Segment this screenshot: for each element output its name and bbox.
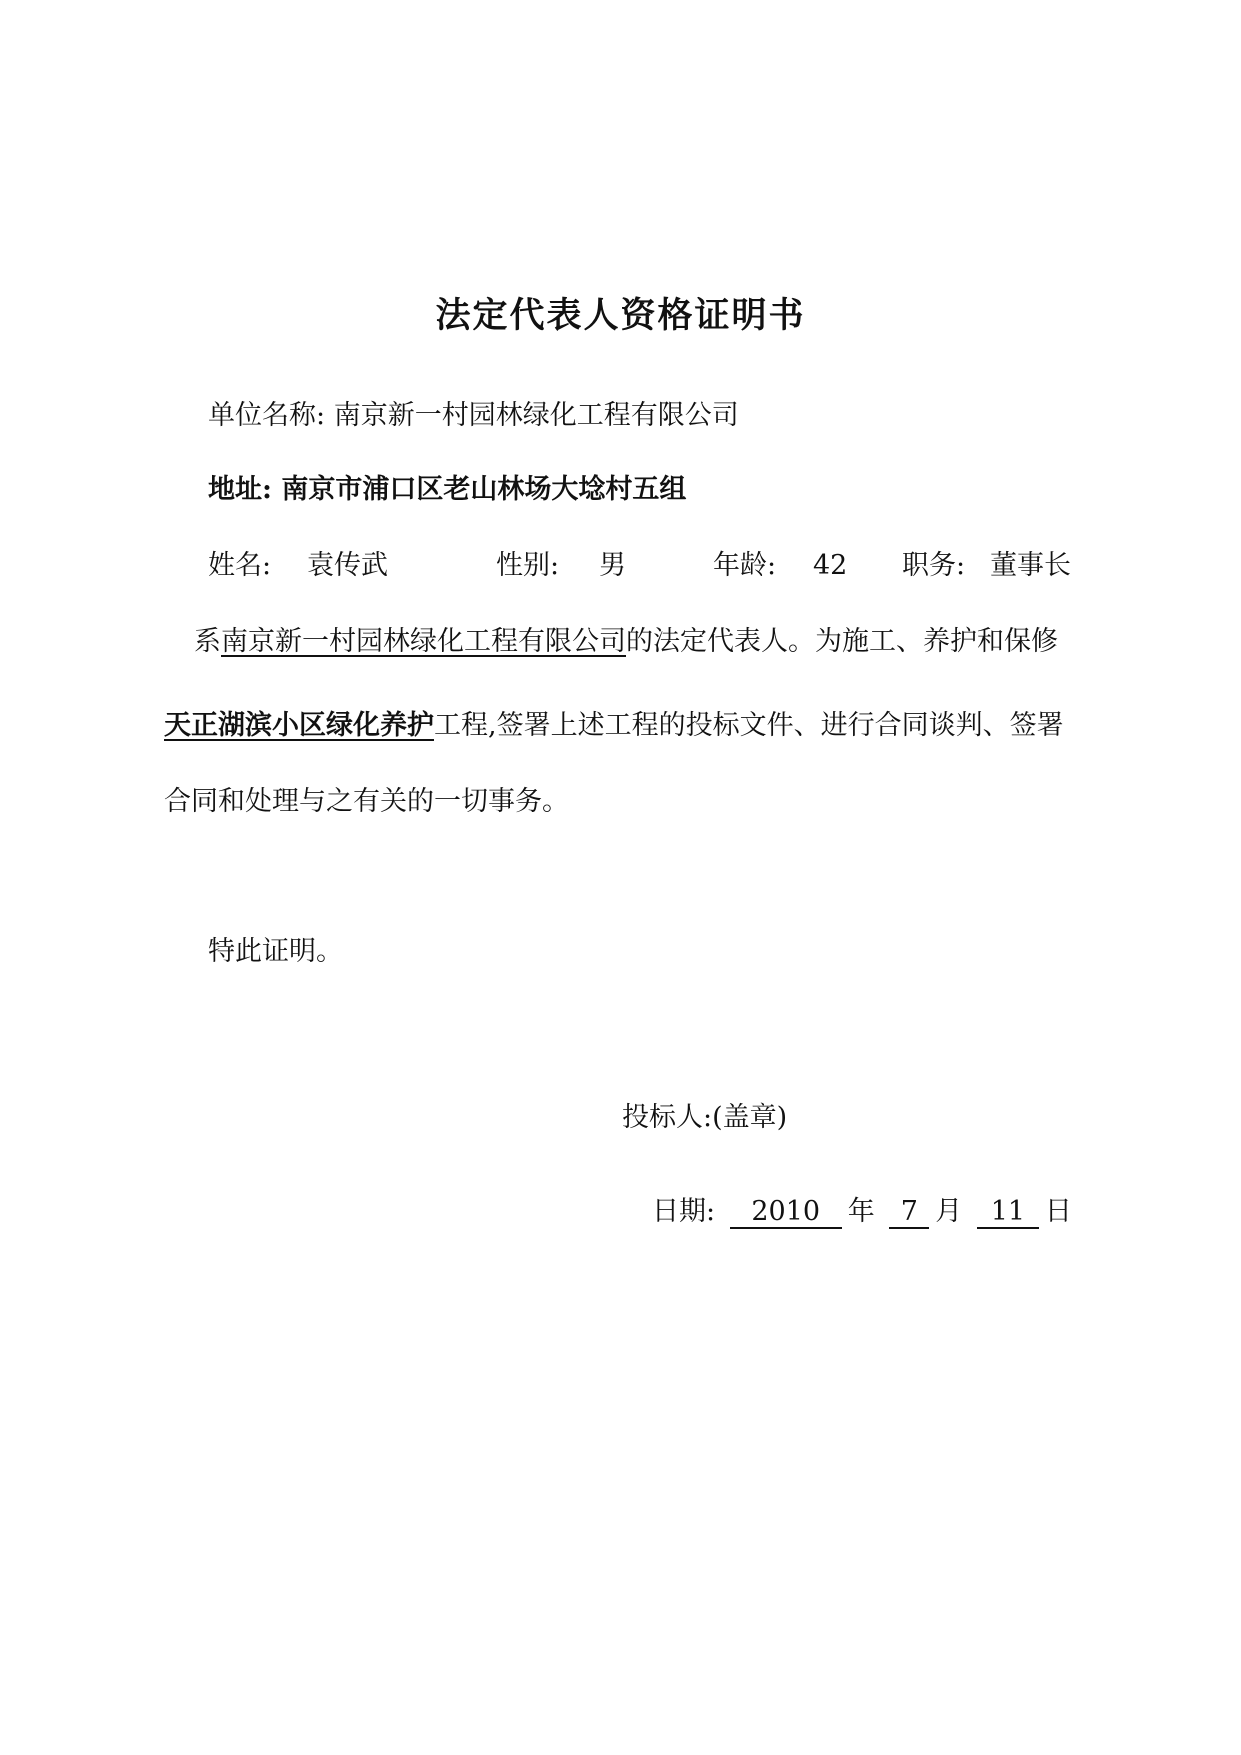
gender-value: 男 [599,550,626,581]
unit-label: 单位名称: [208,400,326,431]
unit-row [208,398,739,434]
age-label: 年龄: [713,550,777,581]
body-line-3 [164,784,569,820]
body-text-3: 合同和处理与之有关的一切事务。 [164,786,569,817]
address-label: 地址: [208,474,272,505]
body-line-2 [164,708,1064,744]
date-year-unit: 年 [847,1196,875,1227]
date-month-unit: 月 [935,1196,963,1227]
name-value: 袁传武 [307,550,388,581]
date-row [652,1194,1072,1230]
unit-value: 南京新一村园林绿化工程有限公司 [333,400,739,431]
date-day-unit: 日 [1044,1196,1072,1227]
body-company: 南京新一村园林绿化工程有限公司 [221,626,626,657]
gender-label: 性别: [496,550,560,581]
name-label: 姓名: [208,550,272,581]
body-text-1: 的法定代表人。为施工、养护和保修 [626,626,1058,657]
date-month: 7 [889,1197,929,1229]
body-project: 天正湖滨小区绿化养护 [164,710,434,741]
address-value: 南京市浦口区老山林场大埝村五组 [281,474,687,505]
body-prefix: 系 [194,626,221,657]
bidder-seal-label: 投标人:(盖章) [622,1102,788,1133]
date-day: 11 [977,1197,1039,1229]
position-value: 董事长 [990,550,1071,581]
date-label: 日期: [652,1196,716,1227]
age-value: 42 [813,550,848,581]
document-title: 法定代表人资格证明书 [435,295,806,336]
closing-text: 特此证明。 [208,936,343,967]
body-line-1 [194,624,1058,660]
date-year: 2010 [730,1197,842,1229]
body-text-2: 工程,签署上述工程的投标文件、进行合同谈判、签署 [434,710,1064,741]
position-label: 职务: [902,550,966,581]
address-row [208,472,686,508]
